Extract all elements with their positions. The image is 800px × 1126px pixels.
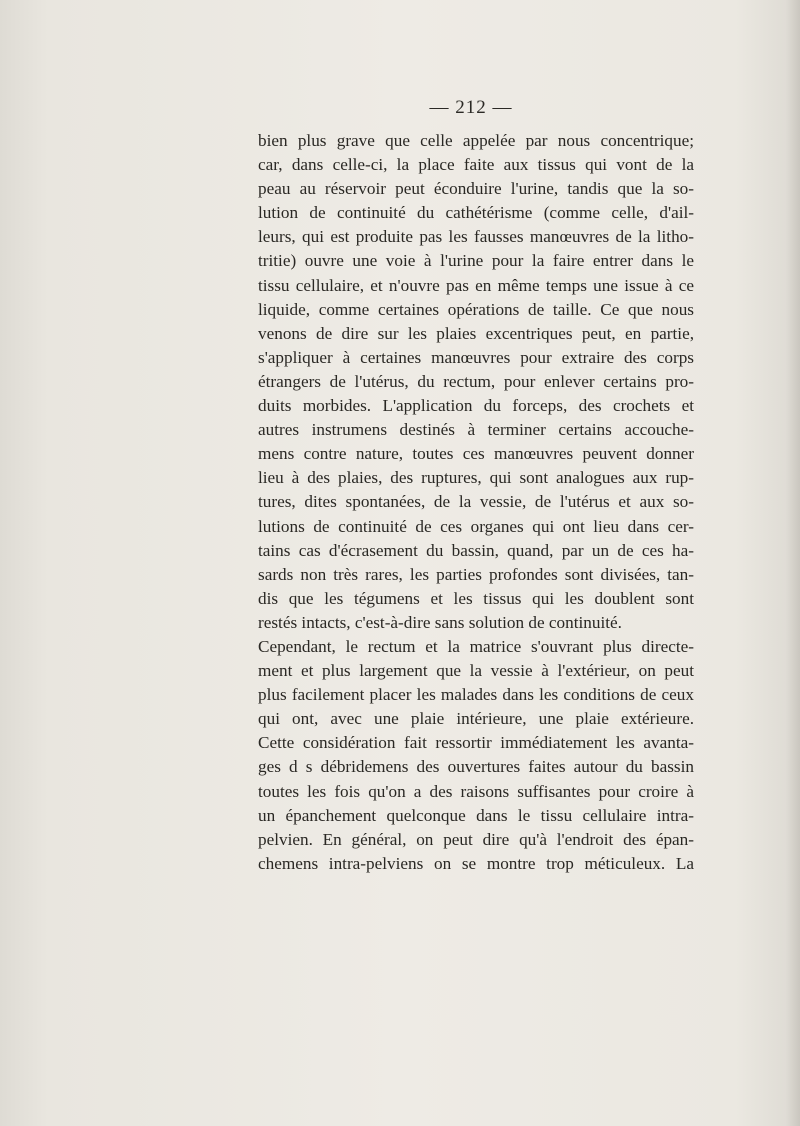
text-line: sards non très rares, les parties profondes sont divisées, tan- — [258, 564, 694, 584]
text-line: Cependant, le rectum et la matrice s'ouvrant plus directe- — [258, 636, 694, 656]
body-text — [258, 129, 694, 876]
text-line: toutes les fois qu'on a des raisons suffisantes pour croire à — [258, 781, 694, 801]
text-line: tritie) ouvre une voie à l'urine pour la faire entrer dans le — [258, 251, 694, 271]
text-line: dis que les tégumens et les tissus qui les doublent sont — [258, 588, 694, 608]
text-line: ment et plus largement que la vessie à l'extérieur, on peut — [258, 661, 694, 681]
text-line: leurs, qui est produite pas les fausses manœuvres de la litho- — [258, 227, 694, 247]
text-line: duits morbides. L'application du forceps, des crochets et — [258, 396, 694, 416]
text-line: lutions de continuité de ces organes qui ont lieu dans cer- — [258, 516, 694, 536]
text-line: ges d s débridemens des ouvertures faites autour du bassin — [258, 757, 694, 777]
text-line: bien plus grave que celle appelée par nous concentrique; — [258, 131, 694, 150]
text-line: tissu cellulaire, et n'ouvre pas en même temps une issue à ce — [258, 275, 694, 295]
text-line: un épanchement quelconque dans le tissu cellulaire intra- — [258, 805, 694, 825]
text-line: s'appliquer à certaines manœuvres pour extraire des corps — [258, 347, 694, 367]
text-line: lution de continuité du cathétérisme (comme celle, d'ail- — [258, 203, 694, 223]
text-line: étrangers de l'utérus, du rectum, pour enlever certains pro- — [258, 371, 694, 391]
text-line: plus facilement placer les malades dans les conditions de ceux — [258, 685, 694, 705]
text-line: tures, dites spontanées, de la vessie, de l'utérus et aux so- — [258, 492, 694, 512]
text-line: peau au réservoir peut éconduire l'urine, tandis que la so- — [258, 179, 694, 199]
text-line: autres instrumens destinés à terminer certains accouche- — [258, 420, 694, 440]
text-line: tains cas d'écrasement du bassin, quand, par un de ces ha- — [258, 540, 694, 560]
text-line: restés intacts, c'est-à-dire sans solution de continuité. — [258, 612, 622, 632]
text-line: venons de dire sur les plaies excentriques peut, en partie, — [258, 323, 694, 343]
text-line: lieu à des plaies, des ruptures, qui sont analogues aux rup- — [258, 468, 694, 488]
text-line: liquide, comme certaines opérations de taille. Ce que nous — [258, 299, 694, 319]
text-line: pelvien. En général, on peut dire qu'à l'endroit des épan- — [258, 829, 694, 849]
page-edge-shadow — [786, 0, 800, 1126]
text-line: chemens intra-pelviens on se montre trop méticuleux. La — [258, 853, 694, 873]
text-line: qui ont, avec une plaie intérieure, une plaie extérieure. — [258, 709, 694, 729]
text-line: Cette considération fait ressortir immédiatement les avanta- — [258, 733, 694, 753]
page-number: — 212 — — [429, 97, 513, 118]
text-line: mens contre nature, toutes ces manœuvres peuvent donner — [258, 444, 694, 464]
text-line: car, dans celle-ci, la place faite aux tissus qui vont de la — [258, 155, 694, 175]
